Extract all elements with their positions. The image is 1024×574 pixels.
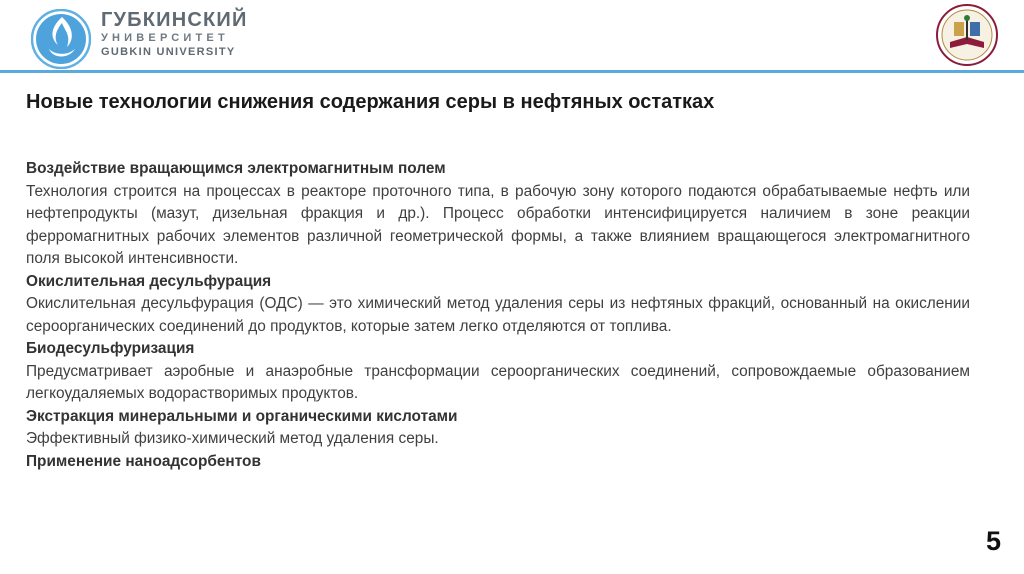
page-number: 5 [986, 526, 1002, 556]
slide-title: Новые технологии снижения содержания серы в нефтяных остатках [26, 91, 715, 113]
section-heading: Применение наноадсорбентов [26, 452, 261, 470]
section-text: Технология строится на процессах в реакторе проточного типа, в рабочую зону которого подаются обрабатываемые нефть или нефтепродукты (мазут, дизельная фракция и др.). Процесс обработки интенсифицируется наличием в зоне реакции ферромагнитных рабочих элементов различной геометрической формы, а также влиянием вращающегося электромагнитного поля высокой интенсивности. [26, 182, 970, 267]
section-heading: Биодесульфуризация [26, 340, 195, 357]
logo-subtitle: УНИВЕРСИТЕТ [101, 32, 229, 44]
section-heading: Окислительная десульфурация [26, 272, 272, 290]
slide-content [26, 158, 970, 473]
university-logo-text [101, 10, 248, 58]
university-emblem-icon [936, 4, 998, 66]
section-heading: Экстракция минеральными и органическими кислотами [26, 407, 458, 425]
section-text: Эффективный физико-химический метод удаления серы. [26, 430, 439, 447]
section-heading: Воздействие вращающимся электромагнитным полем [26, 160, 446, 177]
logo-title: ГУБКИНСКИЙ [101, 9, 248, 31]
flame-logo-icon [31, 9, 91, 69]
section-text: Предусматривает аэробные и анаэробные трансформации сероорганических соединений, сопровождаемые образованием легкоудаляемых водорастворимых продуктов. [26, 362, 970, 402]
header-divider [0, 70, 1024, 73]
logo-english-name: GUBKIN UNIVERSITY [101, 46, 236, 58]
slide-header [0, 0, 1024, 70]
section-text: Окислительная десульфурация (ОДС) — это химический метод удаления серы из нефтяных фракций, основанный на окислении сероорганических соединений до продуктов, которые затем легко отделяются от топлива. [26, 295, 970, 335]
